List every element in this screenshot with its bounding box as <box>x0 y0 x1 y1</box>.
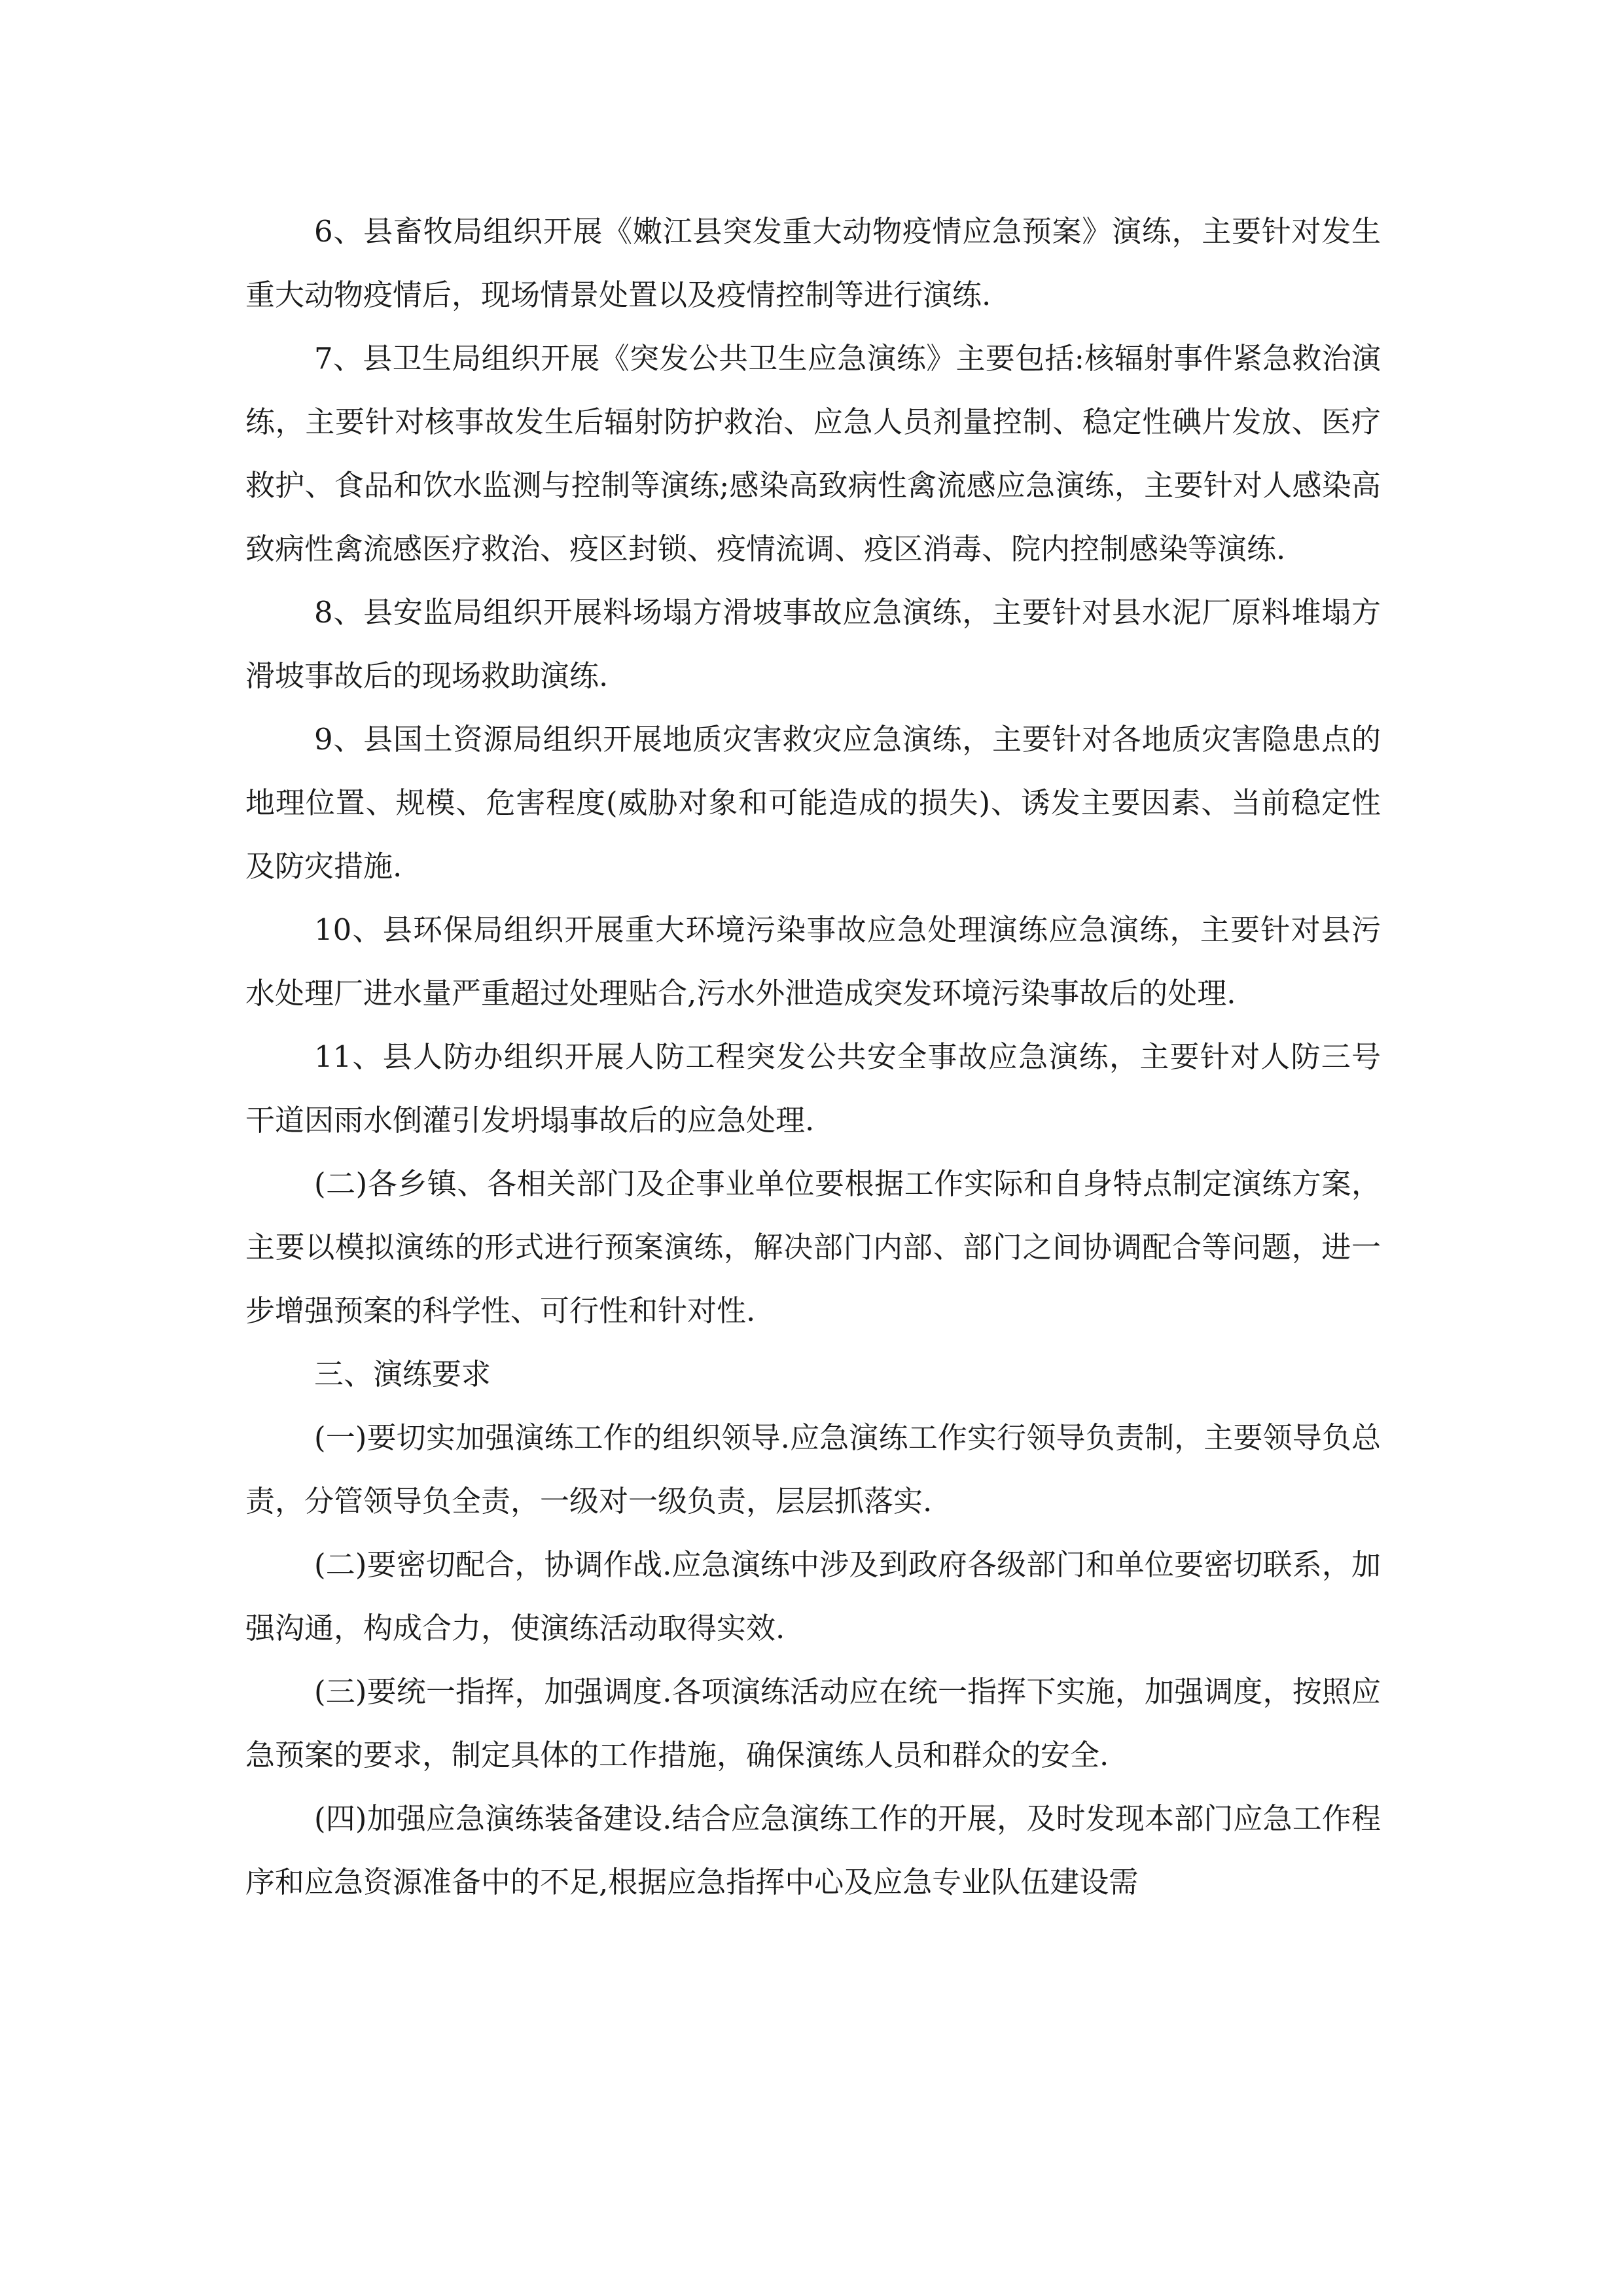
paragraph-item-8: 8、县安监局组织开展料场塌方滑坡事故应急演练，主要针对县水泥厂原料堆塌方滑坡事故后的现场救助演练. <box>245 595 1381 693</box>
paragraph-item-11: 11、县人防办组织开展人防工程突发公共安全事故应急演练，主要针对人防三号干道因雨水倒灌引发坍塌事故后的应急处理. <box>245 1039 1381 1138</box>
paragraph-sub-2: (二)各乡镇、各相关部门及企事业单位要根据工作实际和自身特点制定演练方案，主要以模拟演练的形式进行预案演练，解决部门内部、部门之间协调配合等问题，进一步增强预案的科学性、可行性和针对性. <box>245 1166 1381 1328</box>
paragraph-req-3: (三)要统一指挥，加强调度.各项演练活动应在统一指挥下实施，加强调度，按照应急预案的要求，制定具体的工作措施，确保演练人员和群众的安全. <box>245 1674 1381 1772</box>
document-body <box>245 200 1381 1914</box>
paragraph-req-4: (四)加强应急演练装备建设.结合应急演练工作的开展，及时发现本部门应急工作程序和应急资源准备中的不足,根据应急指挥中心及应急专业队伍建设需 <box>245 1801 1381 1899</box>
section-heading-3: 三、演练要求 <box>314 1357 491 1391</box>
paragraph-req-1: (一)要切实加强演练工作的组织领导.应急演练工作实行领导负责制，主要领导负总责，分管领导负全责，一级对一级负责，层层抓落实. <box>245 1420 1381 1518</box>
paragraph-item-6: 6、县畜牧局组织开展《嫩江县突发重大动物疫情应急预案》演练，主要针对发生重大动物疫情后，现场情景处置以及疫情控制等进行演练. <box>245 214 1381 312</box>
paragraph-req-2: (二)要密切配合，协调作战.应急演练中涉及到政府各级部门和单位要密切联系，加强沟通，构成合力，使演练活动取得实效. <box>245 1547 1381 1645</box>
paragraph-item-7: 7、县卫生局组织开展《突发公共卫生应急演练》主要包括:核辐射事件紧急救治演练，主要针对核事故发生后辐射防护救治、应急人员剂量控制、稳定性碘片发放、医疗救护、食品和饮水监测与控制等演练;感染高致病性禽流感应急演练，主要针对人感染高致病性禽流感医疗救治、疫区封锁、疫情流调、疫区消毒、院内控制感染等演练. <box>245 341 1381 566</box>
paragraph-item-10: 10、县环保局组织开展重大环境污染事故应急处理演练应急演练，主要针对县污水处理厂进水量严重超过处理贴合,污水外泄造成突发环境污染事故后的处理. <box>245 912 1381 1011</box>
paragraph-item-9: 9、县国土资源局组织开展地质灾害救灾应急演练，主要针对各地质灾害隐患点的地理位置、规模、危害程度(威胁对象和可能造成的损失)、诱发主要因素、当前稳定性及防灾措施. <box>245 722 1381 884</box>
